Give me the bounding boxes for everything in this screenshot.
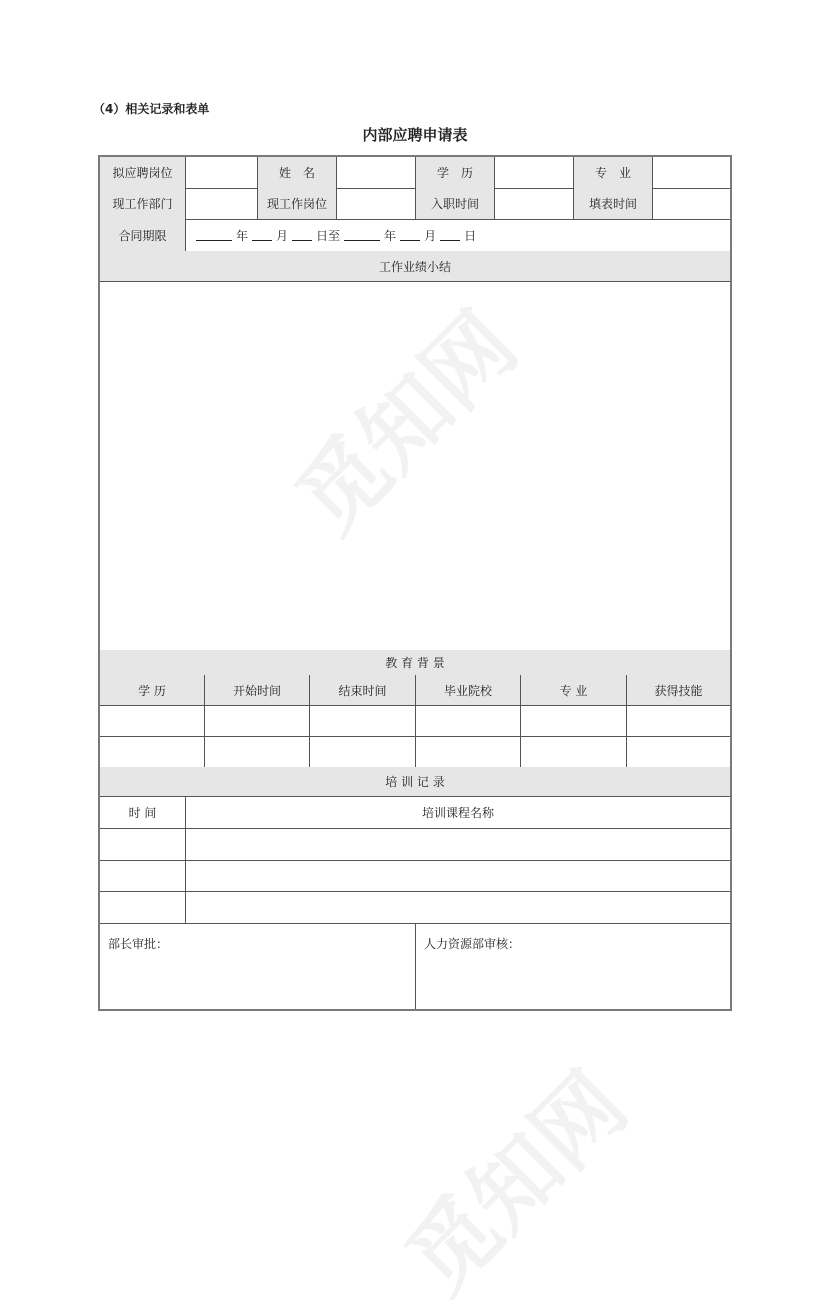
- label-education: 学 历: [416, 157, 495, 188]
- work-summary-area[interactable]: [100, 281, 730, 651]
- dept-head-approval[interactable]: [100, 923, 416, 1009]
- label-major: 专 业: [574, 157, 653, 188]
- training-time-cell[interactable]: [100, 860, 186, 891]
- col-end-time: 结束时间: [310, 675, 416, 705]
- training-header: [100, 767, 730, 797]
- label-current-position: 现工作岗位: [258, 188, 337, 219]
- section-heading: （4）相关记录和表单: [93, 102, 210, 116]
- unit-month-end: 月: [424, 228, 437, 243]
- edu-cell[interactable]: [416, 736, 521, 767]
- training-time-cell[interactable]: [100, 891, 186, 923]
- unit-day-to: 日至: [316, 228, 341, 243]
- education-header: [100, 650, 730, 676]
- contract-row: [100, 219, 730, 252]
- field-major[interactable]: [653, 157, 730, 188]
- edu-cell[interactable]: [310, 705, 416, 736]
- application-form: [98, 155, 732, 1011]
- training-row: [100, 891, 730, 924]
- edu-cell[interactable]: [627, 705, 730, 736]
- training-row: [100, 860, 730, 892]
- training-columns: [100, 796, 730, 829]
- label-current-department: 现工作部门: [100, 188, 186, 219]
- col-course-name: 培训课程名称: [421, 805, 494, 820]
- edu-cell[interactable]: [100, 705, 205, 736]
- label-target-position: 拟应聘岗位: [100, 157, 186, 188]
- form-title: 内部应聘申请表: [362, 126, 468, 144]
- label-name: 姓 名: [258, 157, 337, 188]
- dept-head-label: 部长审批：: [108, 937, 169, 951]
- label-hire-date: 入职时间: [416, 188, 495, 219]
- unit-day-end: 日: [464, 228, 477, 243]
- col-school: 毕业院校: [416, 675, 521, 705]
- field-current-department[interactable]: [186, 188, 258, 219]
- col-start-time: 开始时间: [205, 675, 310, 705]
- work-summary-header: [100, 251, 730, 282]
- edu-cell[interactable]: [627, 736, 730, 767]
- hr-review[interactable]: [416, 923, 730, 1009]
- education-title: 教 育 背 景: [385, 656, 445, 670]
- field-education[interactable]: [495, 157, 574, 188]
- basic-info-row-2: [100, 188, 730, 220]
- education-columns: [100, 675, 730, 706]
- unit-month: 月: [276, 228, 289, 243]
- training-row: [100, 828, 730, 861]
- training-course-cell[interactable]: [186, 828, 730, 860]
- unit-year-end: 年: [384, 228, 397, 243]
- education-row: [100, 736, 730, 768]
- edu-cell[interactable]: [205, 705, 310, 736]
- blank-end-year[interactable]: [344, 229, 380, 241]
- training-time-cell[interactable]: [100, 828, 186, 860]
- edu-cell[interactable]: [416, 705, 521, 736]
- field-hire-date[interactable]: [495, 188, 574, 219]
- training-course-cell[interactable]: [186, 860, 730, 891]
- edu-cell[interactable]: [521, 705, 627, 736]
- basic-info-row-1: [100, 157, 730, 189]
- unit-year: 年: [236, 228, 249, 243]
- edu-cell[interactable]: [310, 736, 416, 767]
- hr-label: 人力资源部审核：: [424, 937, 521, 951]
- col-major: 专 业: [521, 675, 627, 705]
- blank-start-year[interactable]: [196, 229, 232, 241]
- blank-start-day[interactable]: [292, 229, 312, 241]
- label-fill-date: 填表时间: [574, 188, 653, 219]
- training-title: 培 训 记 录: [385, 775, 445, 789]
- edu-cell[interactable]: [521, 736, 627, 767]
- education-row: [100, 705, 730, 737]
- contract-period-field[interactable]: [186, 219, 730, 251]
- field-current-position[interactable]: [337, 188, 416, 219]
- edu-cell[interactable]: [100, 736, 205, 767]
- field-fill-date[interactable]: [653, 188, 730, 219]
- work-summary-title: 工作业绩小结: [378, 259, 451, 274]
- edu-cell[interactable]: [205, 736, 310, 767]
- label-contract-period: 合同期限: [100, 219, 186, 251]
- field-target-position[interactable]: [186, 157, 258, 188]
- blank-end-day[interactable]: [440, 229, 460, 241]
- col-education-level: 学 历: [100, 675, 205, 705]
- blank-end-month[interactable]: [400, 229, 420, 241]
- field-name[interactable]: [337, 157, 416, 188]
- blank-start-month[interactable]: [252, 229, 272, 241]
- watermark-bottom: 觅知网: [386, 1052, 647, 1313]
- training-course-cell[interactable]: [186, 891, 730, 923]
- col-skills: 获得技能: [654, 683, 703, 698]
- watermark: 觅知网: [276, 292, 537, 553]
- col-training-time: 时 间: [100, 796, 186, 828]
- approval-row: [100, 923, 730, 1009]
